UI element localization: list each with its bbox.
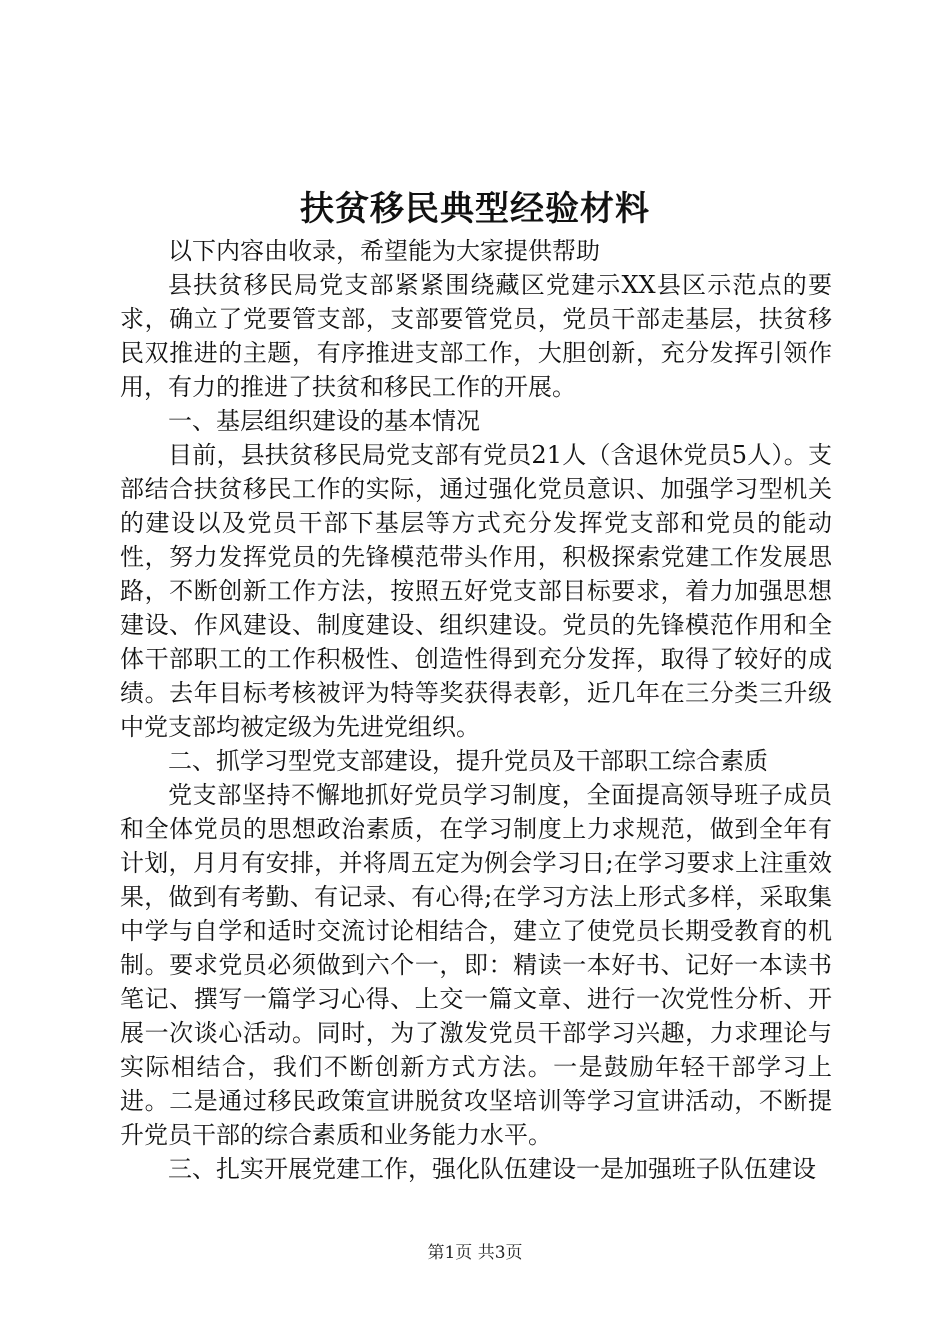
section-1-paragraph: 目前，县扶贫移民局党支部有党员21人（含退休党员5人）。支部结合扶贫移民工作的实际，通过强化党员意识、加强学习型机关的建设以及党员干部下基层等方式充分发挥党支部和党员的能动性，努力发挥党员的先锋模范带头作用，积极探索党建工作发展思路，不断创新工作方法，按照五好党支部目标要求，着力加强思想建设、作风建设、制度建设、组织建设。党员的先锋模范作用和全体干部职工的工作积极性、创造性得到充分发挥，取得了较好的成绩。去年目标考核被评为特等奖获得表彰，近几年在三分类三升级中党支部均被定级为先进党组织。 [120, 441, 832, 741]
intro-paragraph: 以下内容由收录，希望能为大家提供帮助 [168, 237, 600, 265]
overview-paragraph: 县扶贫移民局党支部紧紧围绕藏区党建示XX县区示范点的要求，确立了党要管支部，支部要管党员，党员干部走基层，扶贫移民双推进的主题，有序推进支部工作，大胆创新，充分发挥引领作用，有力的推进了扶贫和移民工作的开展。 [120, 271, 832, 401]
document-title: 扶贫移民典型经验材料 [300, 189, 650, 229]
section-heading-3: 三、扎实开展党建工作，强化队伍建设一是加强班子队伍建设 [168, 1155, 816, 1183]
document-body [120, 234, 832, 1186]
section-heading-2: 二、抓学习型党支部建设，提升党员及干部职工综合素质 [168, 747, 768, 775]
page-footer: 第1页 共3页 [427, 1243, 523, 1263]
section-2-paragraph: 党支部坚持不懈地抓好党员学习制度，全面提高领导班子成员和全体党员的思想政治素质，在学习制度上力求规范，做到全年有计划，月月有安排，并将周五定为例会学习日;在学习要求上注重效果，做到有考勤、有记录、有心得;在学习方法上形式多样，采取集中学与自学和适时交流讨论相结合，建立了使党员长期受教育的机制。要求党员必须做到六个一，即：精读一本好书、记好一本读书笔记、撰写一篇学习心得、上交一篇文章、进行一次党性分析、开展一次谈心活动。同时，为了激发党员干部学习兴趣，力求理论与实际相结合，我们不断创新方式方法。一是鼓励年轻干部学习上进。二是通过移民政策宣讲脱贫攻坚培训等学习宣讲活动，不断提升党员干部的综合素质和业务能力水平。 [120, 781, 832, 1149]
section-heading-1: 一、基层组织建设的基本情况 [168, 407, 480, 435]
